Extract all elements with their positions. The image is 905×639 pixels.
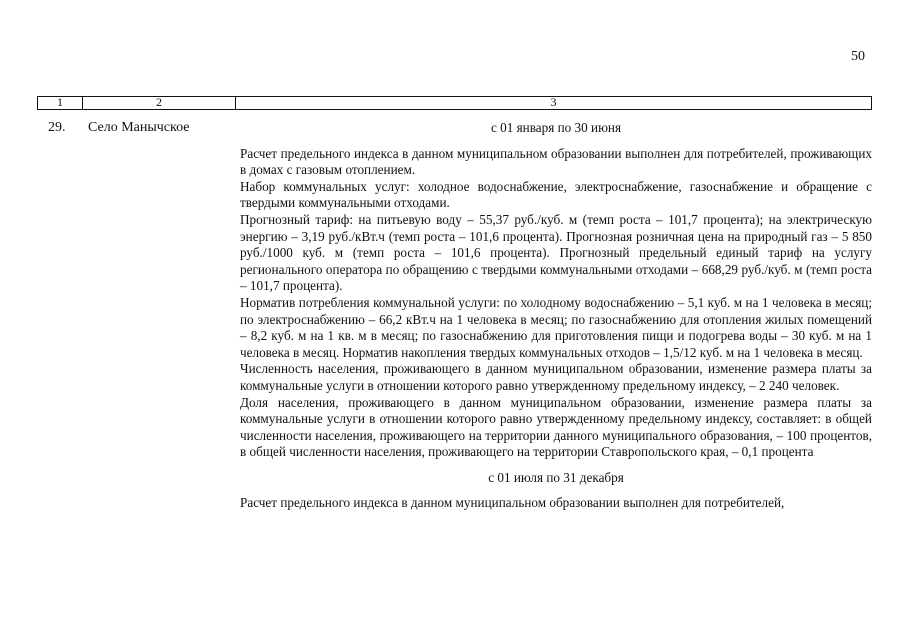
table-header-row <box>37 96 872 110</box>
header-col-1: 1 <box>38 97 83 109</box>
paragraph-calculation-basis: Расчет предельного индекса в данном муниципальном образовании выполнен для потребителей, проживающих в домах с газовым отоплением. <box>240 145 872 178</box>
paragraph-population-count: Численность населения, проживающего в данном муниципальном образовании, изменение размера платы за коммунальные услуги в отношении которого равно утвержденному предельному индексу, – 2 240 человек. <box>240 361 872 393</box>
municipality-name: Село Манычское <box>88 120 190 135</box>
paragraph-population-share: Доля населения, проживающего в данном муниципальном образовании, изменение размера платы за коммунальные услуги в отношении которого равно утвержденному предельному индексу, составляет: в общей численности населения, проживающего на территории данного муниципального образования, – 100 процентов, в общей численности населения, проживающего на территории Ставропольского края, – 0,1 процента <box>240 394 872 460</box>
header-col-2: 2 <box>83 97 236 109</box>
period-heading-first-half: с 01 января по 30 июня <box>490 120 622 135</box>
row-number: 29. <box>48 120 66 135</box>
page-number: 50 <box>851 49 865 64</box>
row-content <box>240 120 872 512</box>
paragraph-forecast-tariff: Прогнозный тариф: на питьевую воду – 55,37 руб./куб. м (темп роста – 101,7 процента); на электрическую энергию – 3,19 руб./кВт.ч (темп роста – 101,6 процента). Прогнозная розничная цена на природный газ – 5 850 руб./1000 куб. м (темп роста – 101,6 процента). Прогнозный предельный единый тариф на услугу регионального оператора по обращению с твердыми коммунальными отходами – 668,29 руб./куб. м (темп роста – 101,7 процента). <box>240 211 872 294</box>
paragraph-services-set: Набор коммунальных услуг: холодное водоснабжение, электроснабжение, газоснабжение и обращение с твердыми коммунальными отходами. <box>240 178 872 211</box>
paragraph-calculation-basis-2: Расчет предельного индекса в данном муниципальном образовании выполнен для потребителей, <box>240 495 785 511</box>
header-col-3: 3 <box>550 95 557 109</box>
paragraph-consumption-norm: Норматив потребления коммунальной услуги: по холодному водоснабжению – 5,1 куб. м на 1 человека в месяц; по электроснабжению – 66,2 кВт.ч на 1 человека в месяц; по газоснабжению для отопления жилых помещений – 8,2 куб. м на 1 кв. м в месяц; по газоснабжению для приготовления пищи и подогрева воды – 30 куб. м на 1 человека в месяц. Норматив накопления твердых коммунальных отходов – 1,5/12 куб. м на 1 человека в месяц. <box>240 294 872 360</box>
period-heading-second-half: с 01 июля по 31 декабря <box>488 469 624 485</box>
